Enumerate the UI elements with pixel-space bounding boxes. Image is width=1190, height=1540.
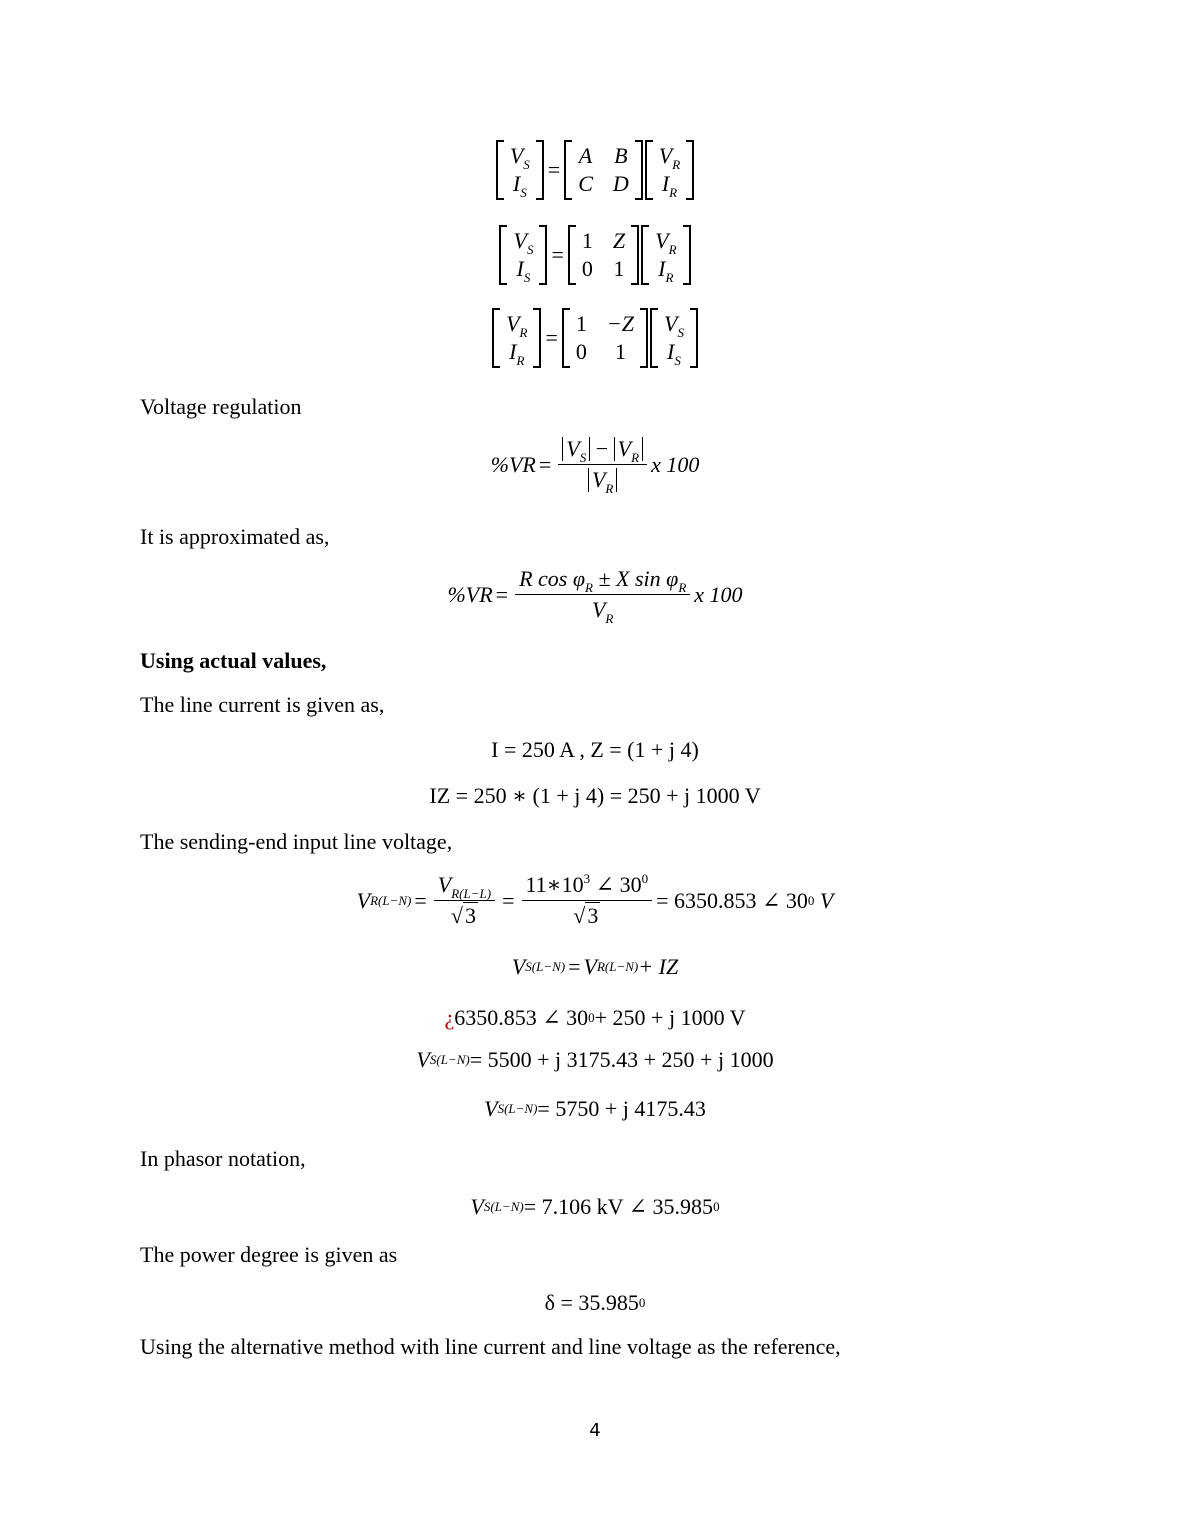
short-line-matrix-equation: $V_S$ $I_S$ = 1 Z 0 1 $V_R$ $I_R$ [0,225,1190,291]
power-degree-text: The power degree is given as [140,1242,398,1267]
abcd-matrix-equation: $V_S$ $I_S$ = A B C D $V_R$ $I_R$ [0,140,1190,206]
actual-values-heading: Using actual values, [140,648,327,673]
substituted-equation: ¿ 6350.853 ∠ 30 0 + 250 + j 1000 V [444,1005,746,1030]
sending-voltage-sum-equation: V S(L−N) = V R(L−N) + IZ [511,954,679,979]
current-impedance-equation: I = 250 A , Z = (1 + j 4) [491,737,699,762]
sending-end-text: The sending-end input line voltage, [140,829,453,854]
alternative-method-text: Using the alternative method with line current and line voltage as the reference, [140,1334,841,1359]
page-number: 4 [589,1420,601,1441]
rectangular-form-equation: V S(L−N) = 5500 + j 3175.43 + 250 + j 1000 [416,1047,774,1072]
phasor-equation: V S(L−N) = 7.106 kV ∠ 35.985 0 [470,1194,720,1219]
abcd-matrix: A B C D [564,140,643,200]
approximation-text: It is approximated as, [140,524,330,549]
voltage-regulation-equation: %VR = $\frac{V_S - V_R}{V_R}$ x 100 [490,436,700,496]
receiving-phase-voltage-equation: V R(L−N) = $\frac{V_{R(L-L)}}{√3}$ = $\frac{11∗10^3 \angle 30^0}{√3}$ = 6350.853 ∠ 30 0 V [356,871,834,928]
inverse-matrix-equation: $V_R$ $I_R$ = 1 −Z 0 1 $V_S$ $I_S$ [0,308,1190,374]
iz-equation: IZ = 250 ∗ (1 + j 4) = 250 + j 1000 V [429,783,761,808]
line-current-text: The line current is given as, [140,692,385,717]
voltage-regulation-heading: Voltage regulation [140,394,302,419]
lhs-vector: $V_S$ $I_S$ [496,140,544,200]
phasor-text: In phasor notation, [140,1146,306,1171]
rhs-vector: $V_R$ $I_R$ [645,140,694,200]
rectangular-result-equation: V S(L−N) = 5750 + j 4175.43 [484,1096,706,1121]
approx-regulation-equation: %VR = $\frac{R \cos \varphi_R \pm X \sin \varphi_R}{V_R}$ x 100 [447,566,743,626]
delta-equation: δ = 35.985 0 [544,1290,646,1315]
